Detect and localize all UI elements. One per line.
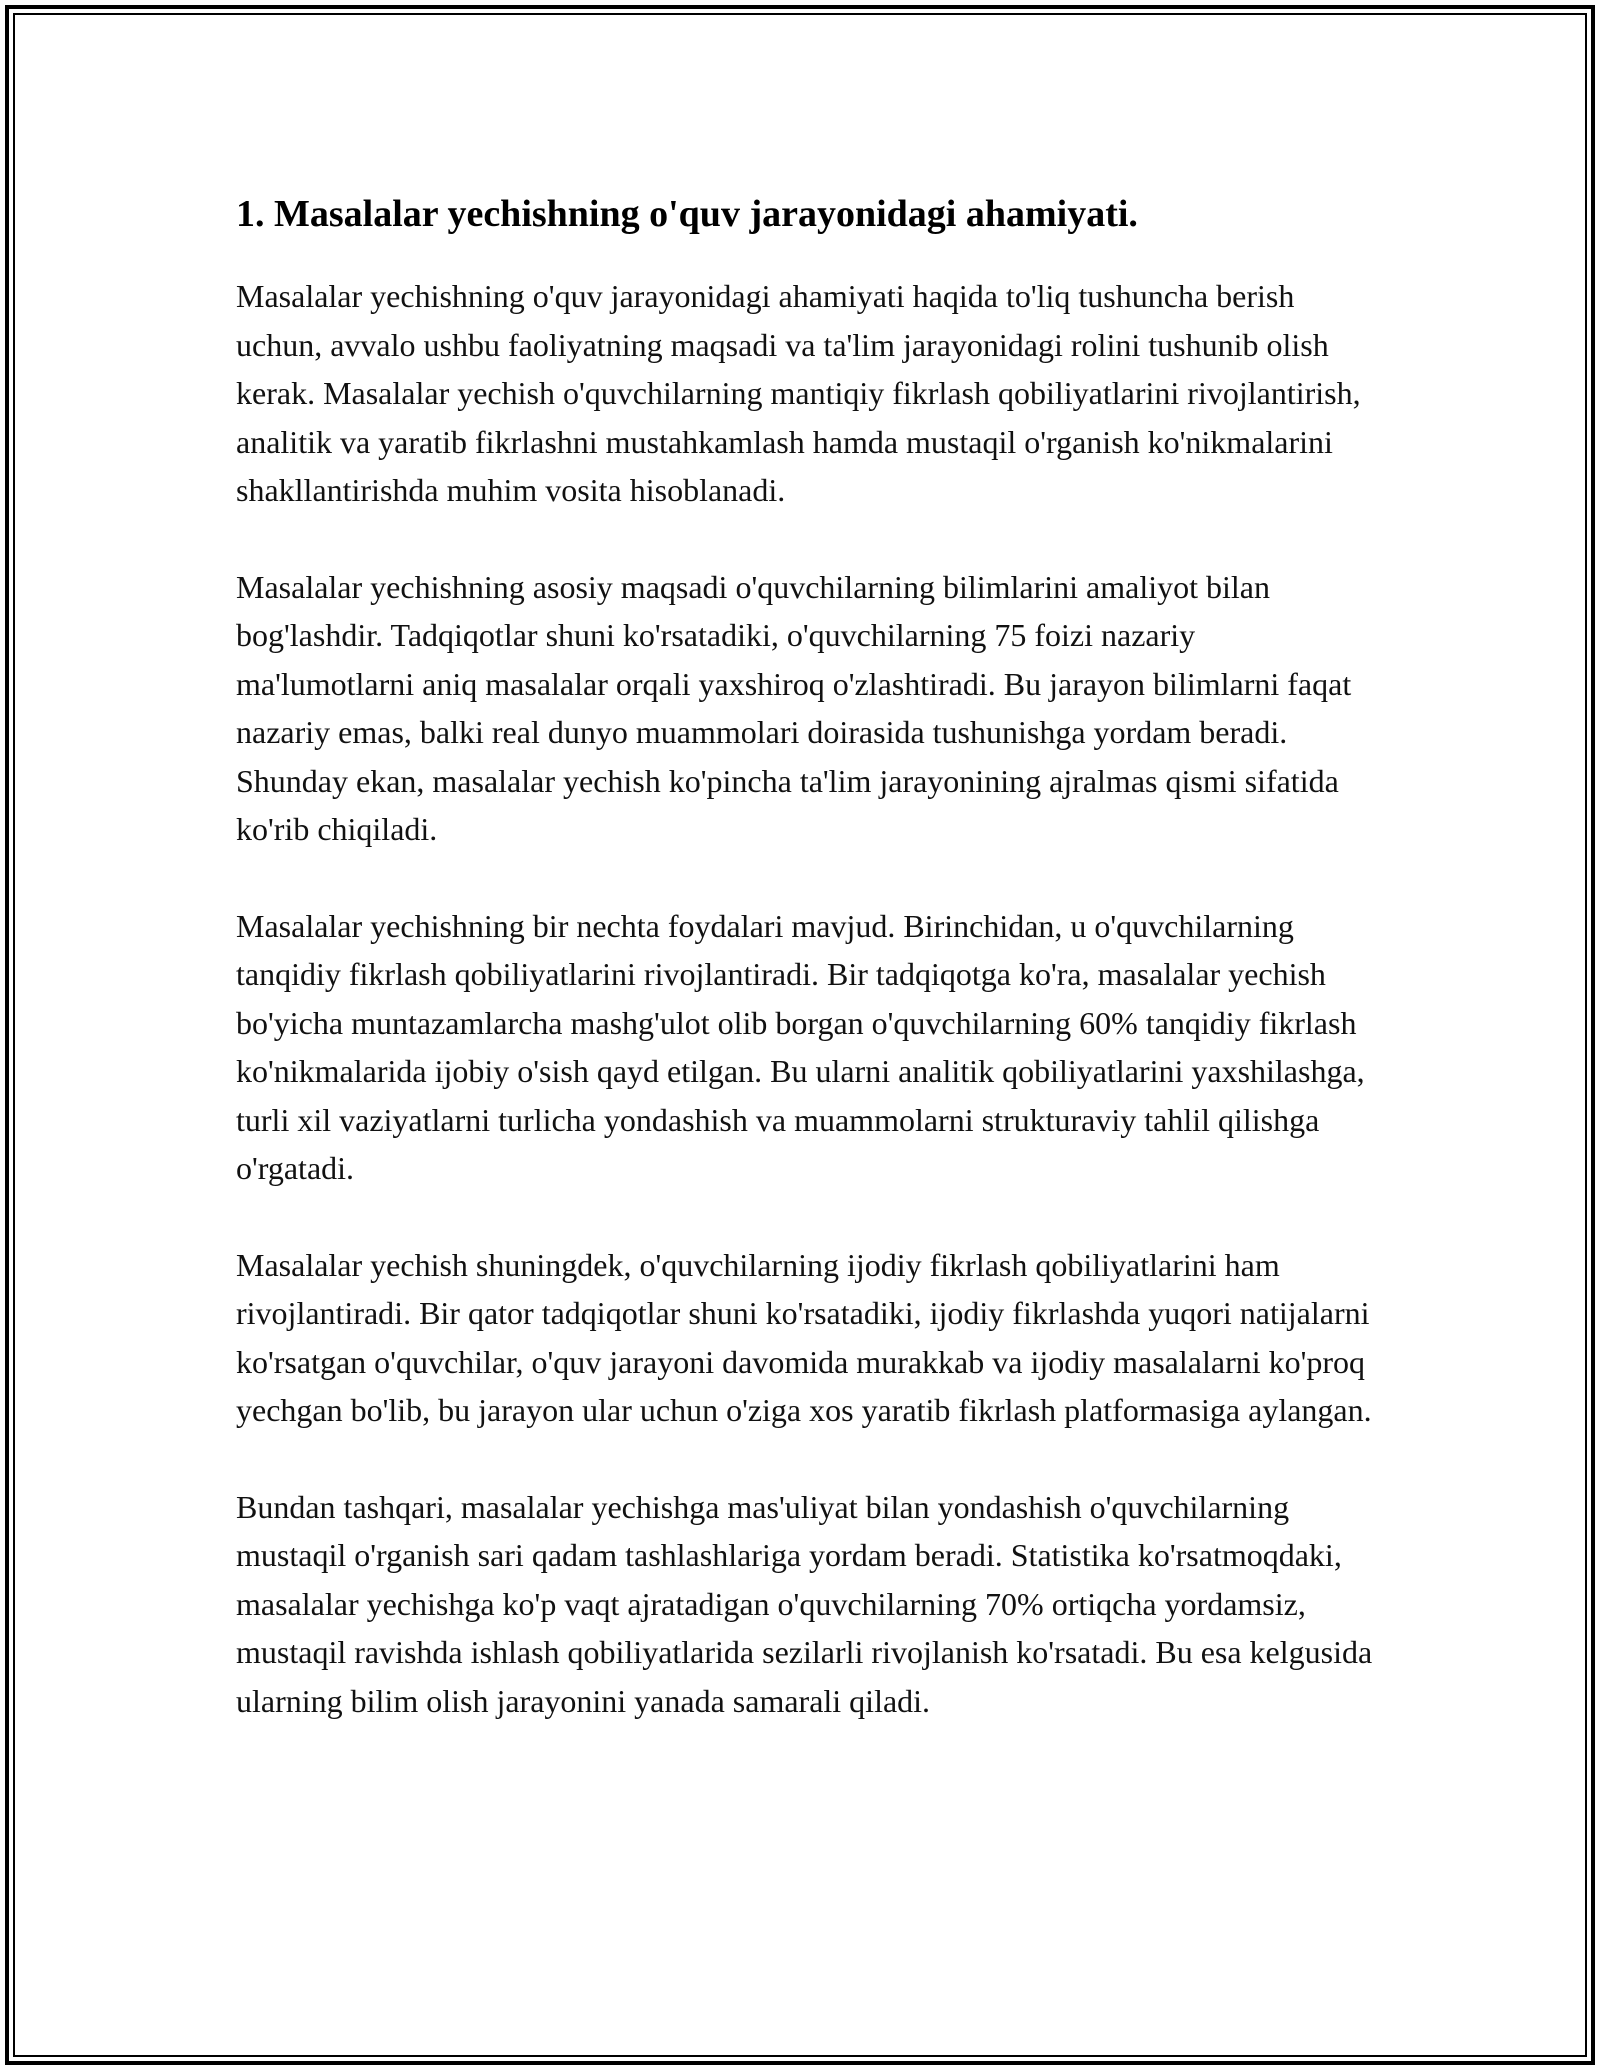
section-heading: 1. Masalalar yechishning o'quv jarayonidagi ahamiyati. bbox=[236, 193, 1138, 235]
document-body bbox=[236, 186, 1376, 1725]
paragraph-2: Masalalar yechishning asosiy maqsadi o'quvchilarning bilimlarini amaliyot bilan bog'lashdir. Tadqiqotlar shuni ko'rsatadiki, o'quvchilarning 75 foizi nazariy ma'lumotlarni aniq masalalar orqali yaxshiroq o'zlashtiradi. Bu jarayon bilimlarni faqat nazariy emas, balki real dunyo muammolari doirasida tushunishga yordam beradi. Shunday ekan, masalalar yechish ko'pincha ta'lim jarayonining ajralmas qismi sifatida ko'rib chiqiladi. bbox=[236, 568, 1352, 847]
paragraph-5: Bundan tashqari, masalalar yechishga mas'uliyat bilan yondashish o'quvchilarning mustaqil o'rganish sari qadam tashlashlariga yordam beradi. Statistika ko'rsatmoqdaki, masalalar yechishga ko'p vaqt ajratadigan o'quvchilarning 70% ortiqcha yordamsiz, mustaqil ravishda ishlash qobiliyatlarida sezilarli rivojlanish ko'rsatadi. Bu esa kelgusida ularning bilim olish jarayonini yanada samarali qiladi. bbox=[236, 1488, 1373, 1719]
paragraph-3: Masalalar yechishning bir nechta foydalari mavjud. Birinchidan, u o'quvchilarning tanqidiy fikrlash qobiliyatlarini rivojlantiradi. Bir tadqiqotga ko'ra, masalalar yechish bo'yicha muntazamlarcha mashg'ulot olib borgan o'quvchilarning 60% tanqidiy fikrlash ko'nikmalarida ijobiy o'sish qayd etilgan. Bu ularni analitik qobiliyatlarini yaxshilashga, turli xil vaziyatlarni turlicha yondashish va muammolarni strukturaviy tahlil qilishga o'rgatadi. bbox=[236, 907, 1365, 1186]
paragraph-4: Masalalar yechish shuningdek, o'quvchilarning ijodiy fikrlash qobiliyatlarini ham rivojlantiradi. Bir qator tadqiqotlar shuni ko'rsatadiki, ijodiy fikrlashda yuqori natijalarni ko'rsatgan o'quvchilar, o'quv jarayoni davomida murakkab va ijodiy masalalarni ko'proq yechgan bo'lib, bu jarayon ular uchun o'ziga xos yaratib fikrlash platformasiga aylangan. bbox=[236, 1246, 1372, 1428]
paragraph-1: Masalalar yechishning o'quv jarayonidagi ahamiyati haqida to'liq tushuncha berish uchun, avvalo ushbu faoliyatning maqsadi va ta'lim jarayonidagi rolini tushunib olish kerak. Masalalar yechish o'quvchilarning mantiqiy fikrlash qobiliyatlarini rivojlantirish, analitik va yaratib fikrlashni mustahkamlash hamda mustaqil o'rganish ko'nikmalarini shakllantirishda muhim vosita hisoblanadi. bbox=[236, 278, 1361, 508]
